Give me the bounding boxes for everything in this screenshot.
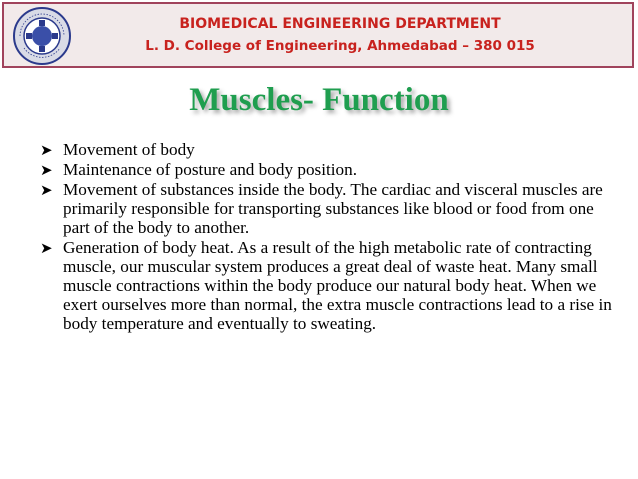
list-item — [40, 238, 620, 333]
arrow-bullet-icon: ➤ — [40, 161, 53, 179]
department-name: BIOMEDICAL ENGINEERING DEPARTMENT — [179, 16, 501, 32]
list-item — [40, 180, 620, 237]
header-banner — [2, 2, 634, 68]
college-name: L. D. College of Engineering, Ahmedabad – 380 015 — [145, 38, 535, 54]
arrow-bullet-icon: ➤ — [40, 141, 53, 159]
list-item — [40, 140, 620, 159]
list-item — [40, 160, 620, 179]
bullet-text: Movement of body — [63, 140, 195, 159]
bullet-text: Movement of substances inside the body. The cardiac and visceral muscles are primarily responsible for transporting substances like blood or food from one part of the body to another. — [63, 180, 603, 237]
bullet-text: Generation of body heat. As a result of the high metabolic rate of contracting muscle, our muscular system produces a great deal of waste heat. Many small muscle contractions within the body produce our natural body heat. When we exert ourselves more than normal, the extra muscle contractions lead to a rise in body temperature and eventually to sweating. — [63, 238, 612, 333]
slide-title: Muscles- Function — [189, 82, 449, 118]
arrow-bullet-icon: ➤ — [40, 239, 53, 257]
arrow-bullet-icon: ➤ — [40, 181, 53, 199]
bullet-list — [40, 140, 620, 334]
bullet-text: Maintenance of posture and body position. — [63, 160, 358, 179]
college-logo-icon — [12, 6, 72, 66]
